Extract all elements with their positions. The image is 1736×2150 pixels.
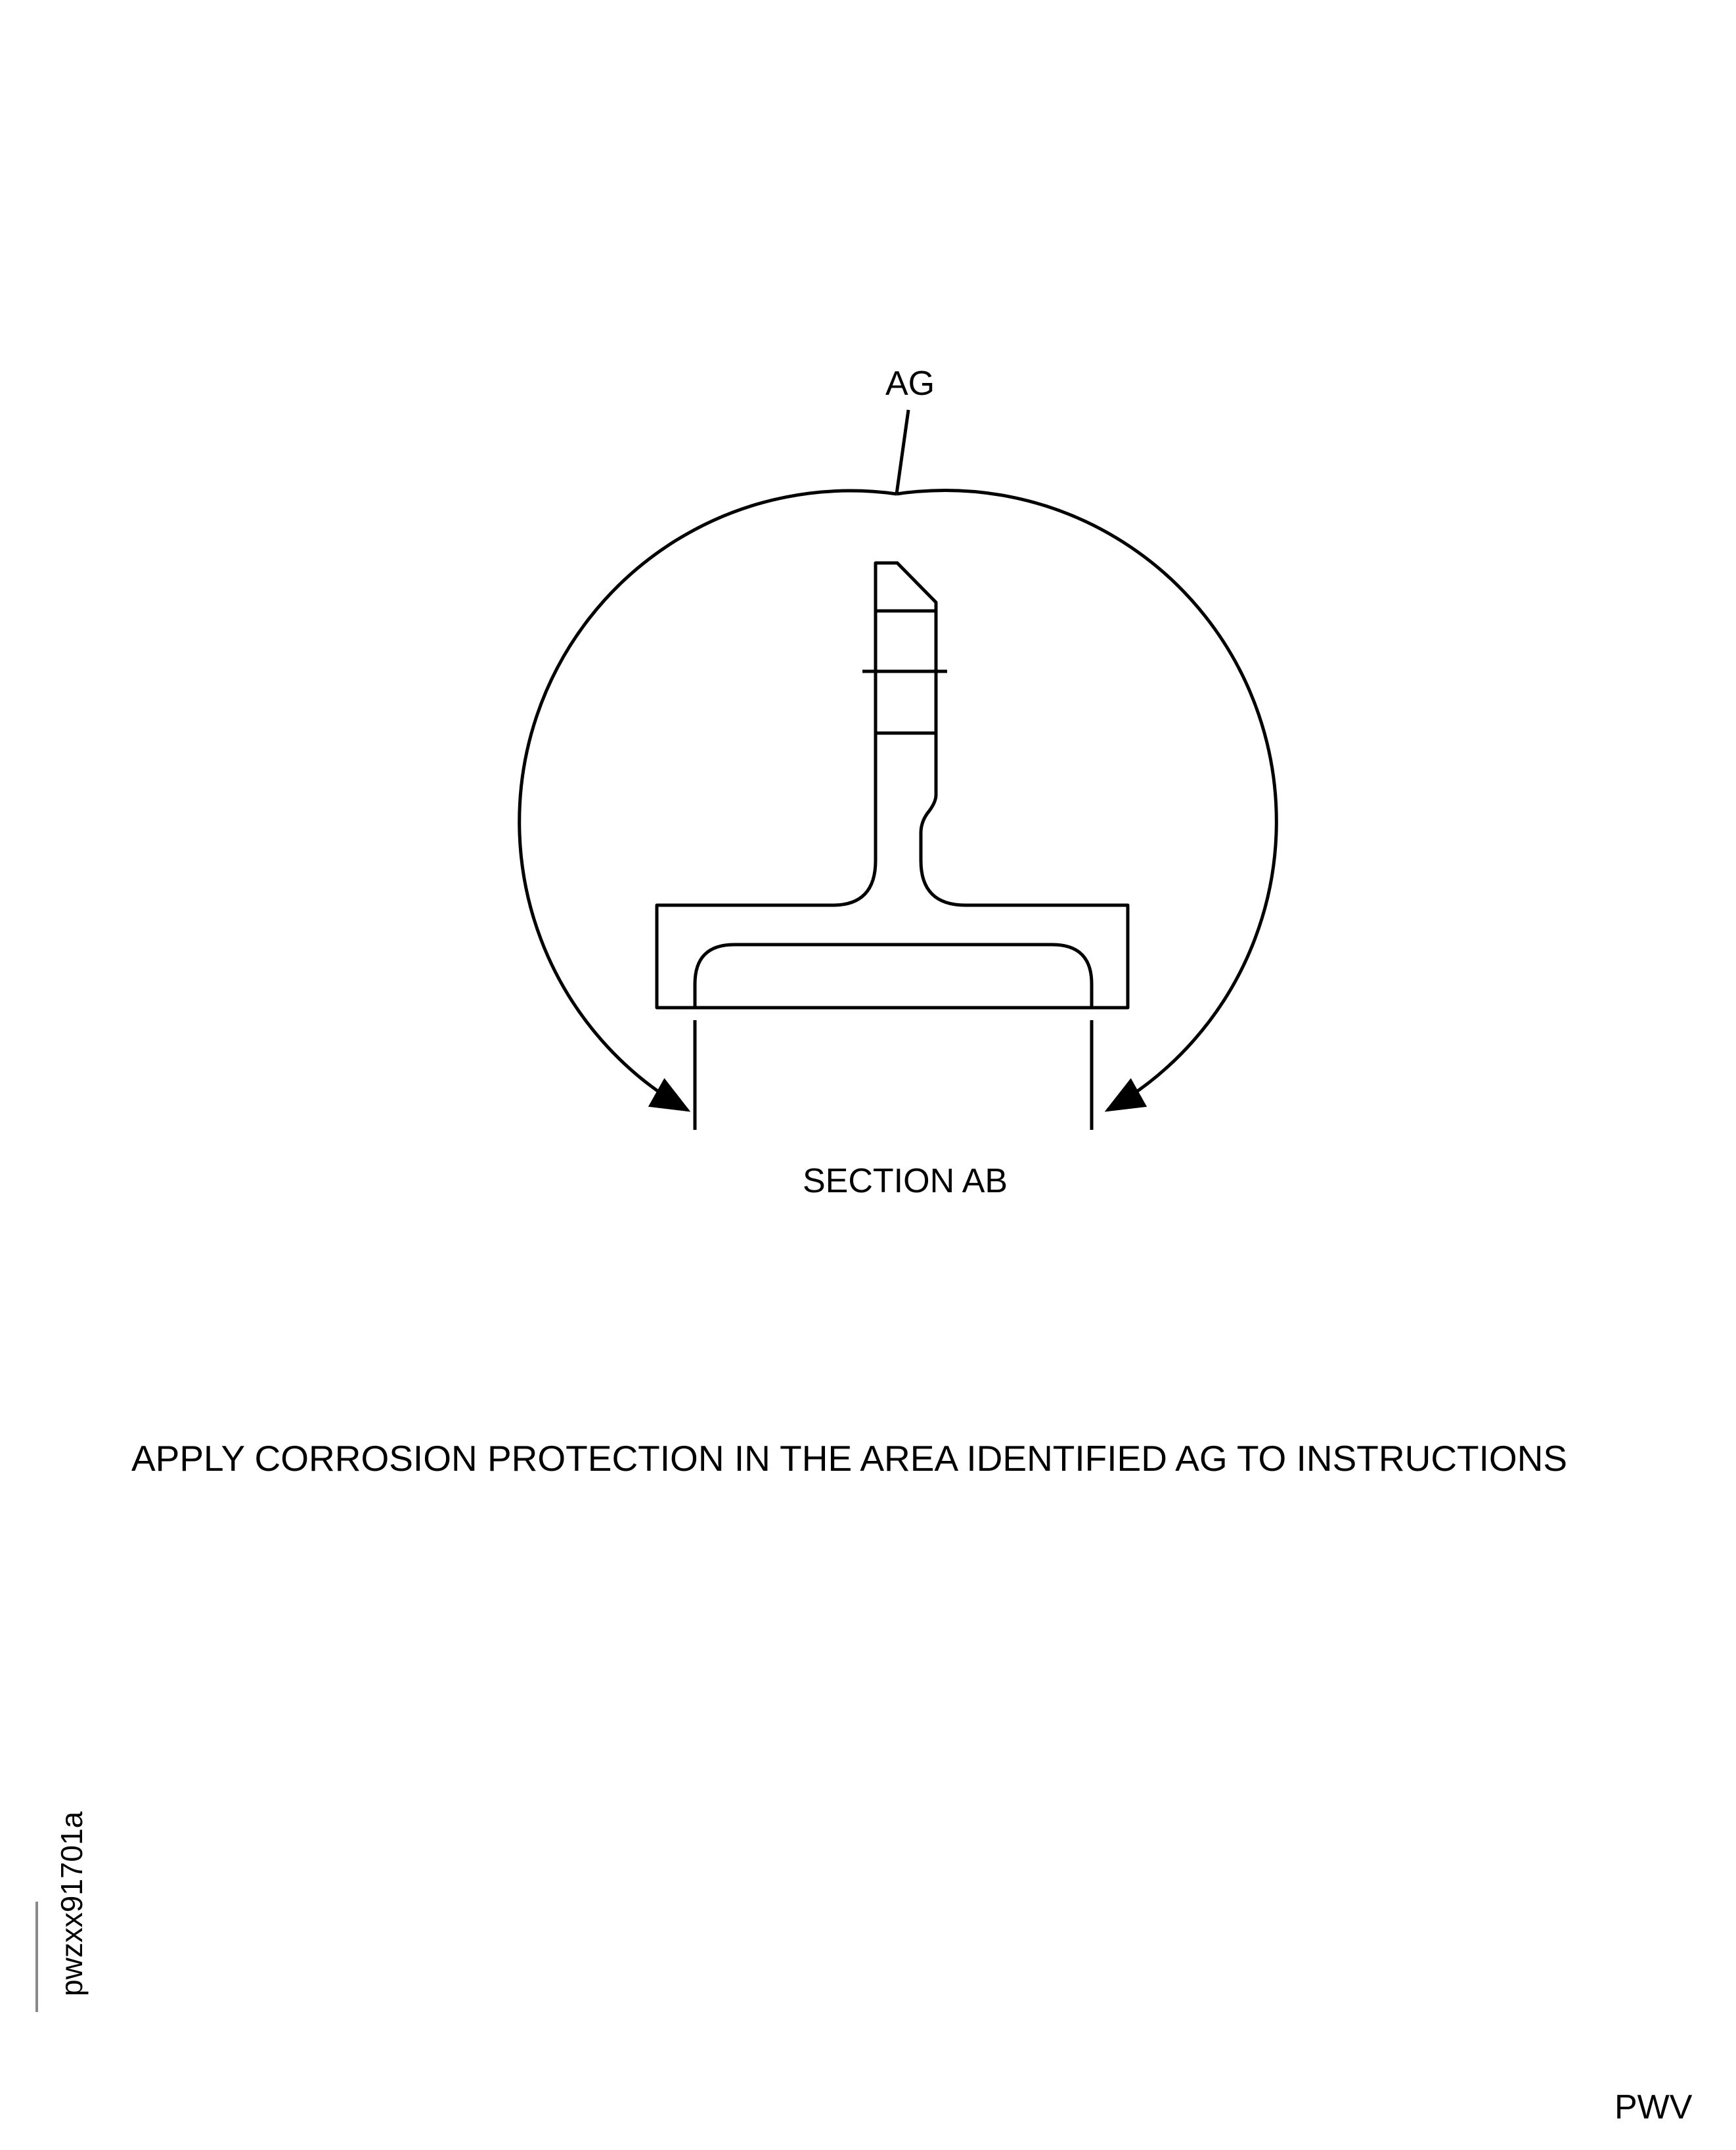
flange-outline [657, 563, 1128, 1008]
figure-id: pwzxx91701a [55, 1811, 89, 1996]
protection-area-left-arc [520, 491, 897, 1110]
part-profile [657, 563, 1128, 1008]
protection-area-right-arc [897, 490, 1276, 1110]
base-cavity-outline [695, 945, 1092, 1008]
brand-mark: PWV [1614, 2088, 1693, 2126]
callout-leader-line [897, 410, 908, 494]
section-title: SECTION AB [803, 1162, 1008, 1200]
figure-id-bracket [35, 1902, 38, 2012]
callout-label-ag: AG [885, 365, 935, 403]
instruction-note: APPLY CORROSION PROTECTION IN THE AREA IDENTIFIED AG TO INSTRUCTIONS [131, 1438, 1568, 1479]
